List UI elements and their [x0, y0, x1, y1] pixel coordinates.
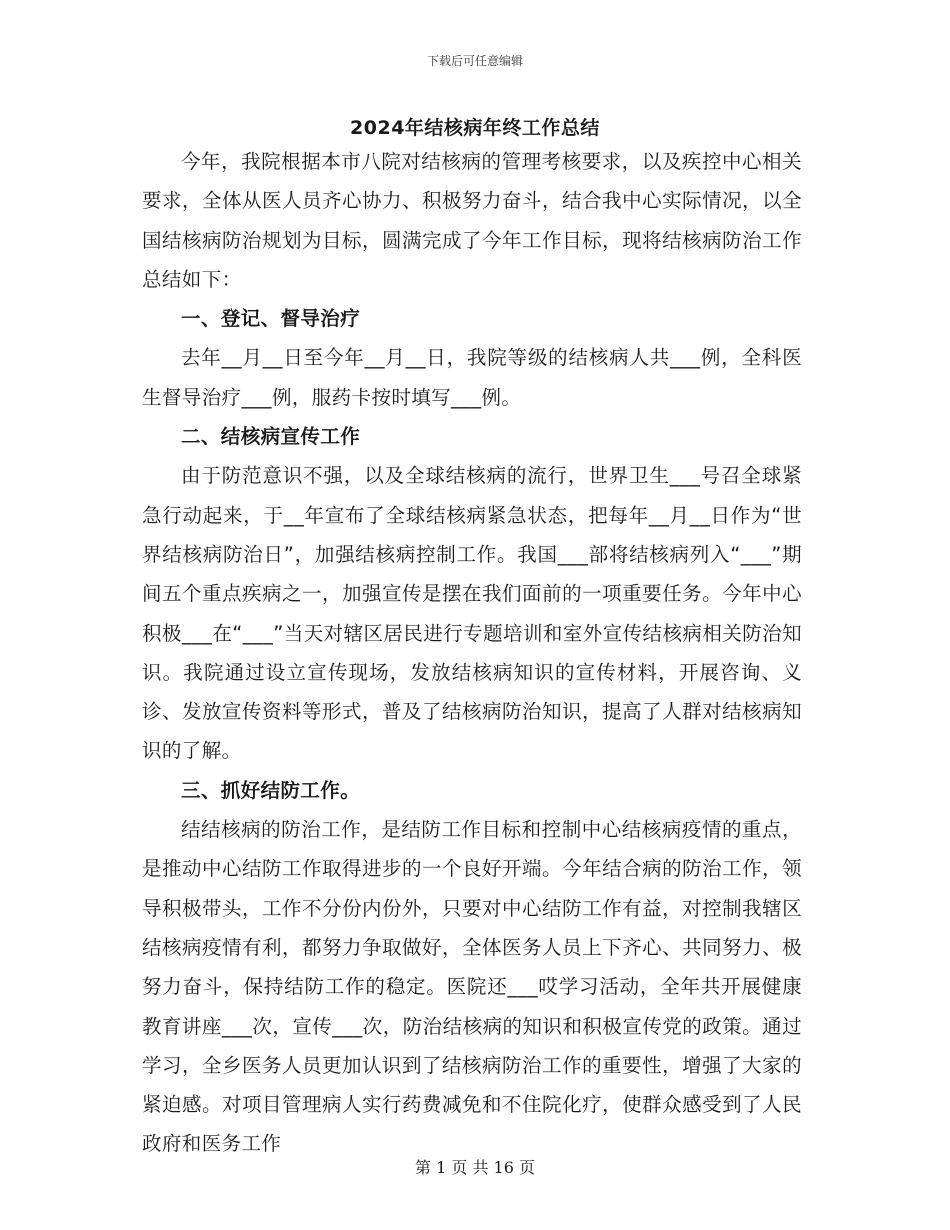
section-paragraph-3: 结结核病的防治工作，是结防工作目标和控制中心结核病疫情的重点，是推动中心结防工作取得进步的一个良好开端。今年结合病的防治工作，领导积极带头，工作不分份内份外，只要对中心结防工作有益，对控制我辖区结核病疫情有利，都努力争取做好，全体医务人员上下齐心、共同努力、极努力奋斗，保持结防工作的稳定。医院还___哎学习活动，全年共开展健康教育讲座___次，宣传___次，防治结核病的知识和积极宣传党的政策。通过学习，全乡医务人员更加认识到了结核病防治工作的重要性，增强了大家的紧迫感。对项目管理病人实行药费减免和不住院化疗，使群众感受到了人民政府和医务工作 — [142, 818, 802, 1156]
section-paragraph-2: 由于防范意识不强，以及全球结核病的流行，世界卫生___号召全球紧急行动起来，于__年宣布了全球结核病紧急状态，把每年__月__日作为“世界结核病防治日”，加强结核病控制工作。我国___部将结核病列入“___”期间五个重点疾病之一，加强宣传是摆在我们面前的一项重要任务。今年中心积极___在“___”当天对辖区居民进行专题培训和室外宣传结核病相关防治知识。我院通过设立宣传现场，发放结核病知识的宣传材料，开展咨询、义诊、发放宣传资料等形式，普及了结核病防治知识，提高了人群对结核病知识的了解。 — [142, 464, 802, 763]
intro-paragraph: 今年，我院根据本市八院对结核病的管理考核要求，以及疾控中心相关要求，全体从医人员齐心协力、积极努力奋斗，结合我中心实际情况，以全国结核病防治规划为目标，圆满完成了今年工作目标，现将结核病防治工作总结如下： — [142, 150, 802, 291]
page-number: 第 1 页 共 16 页 — [415, 1158, 535, 1177]
section-paragraph-1: 去年__月__日至今年__月__日，我院等级的结核病人共___例，全科医生督导治疗___例，服药卡按时填写___例。 — [142, 346, 802, 409]
header-note: 下载后可任意编辑 — [426, 54, 523, 68]
section-heading-3: 三、抓好结防工作。 — [181, 778, 361, 802]
section-heading-2: 二、结核病宣传工作 — [181, 425, 361, 449]
document-body — [142, 142, 802, 1164]
section-heading-1: 一、登记、督导治疗 — [181, 307, 361, 331]
document-title: 2024年结核病年终工作总结 — [350, 117, 600, 139]
